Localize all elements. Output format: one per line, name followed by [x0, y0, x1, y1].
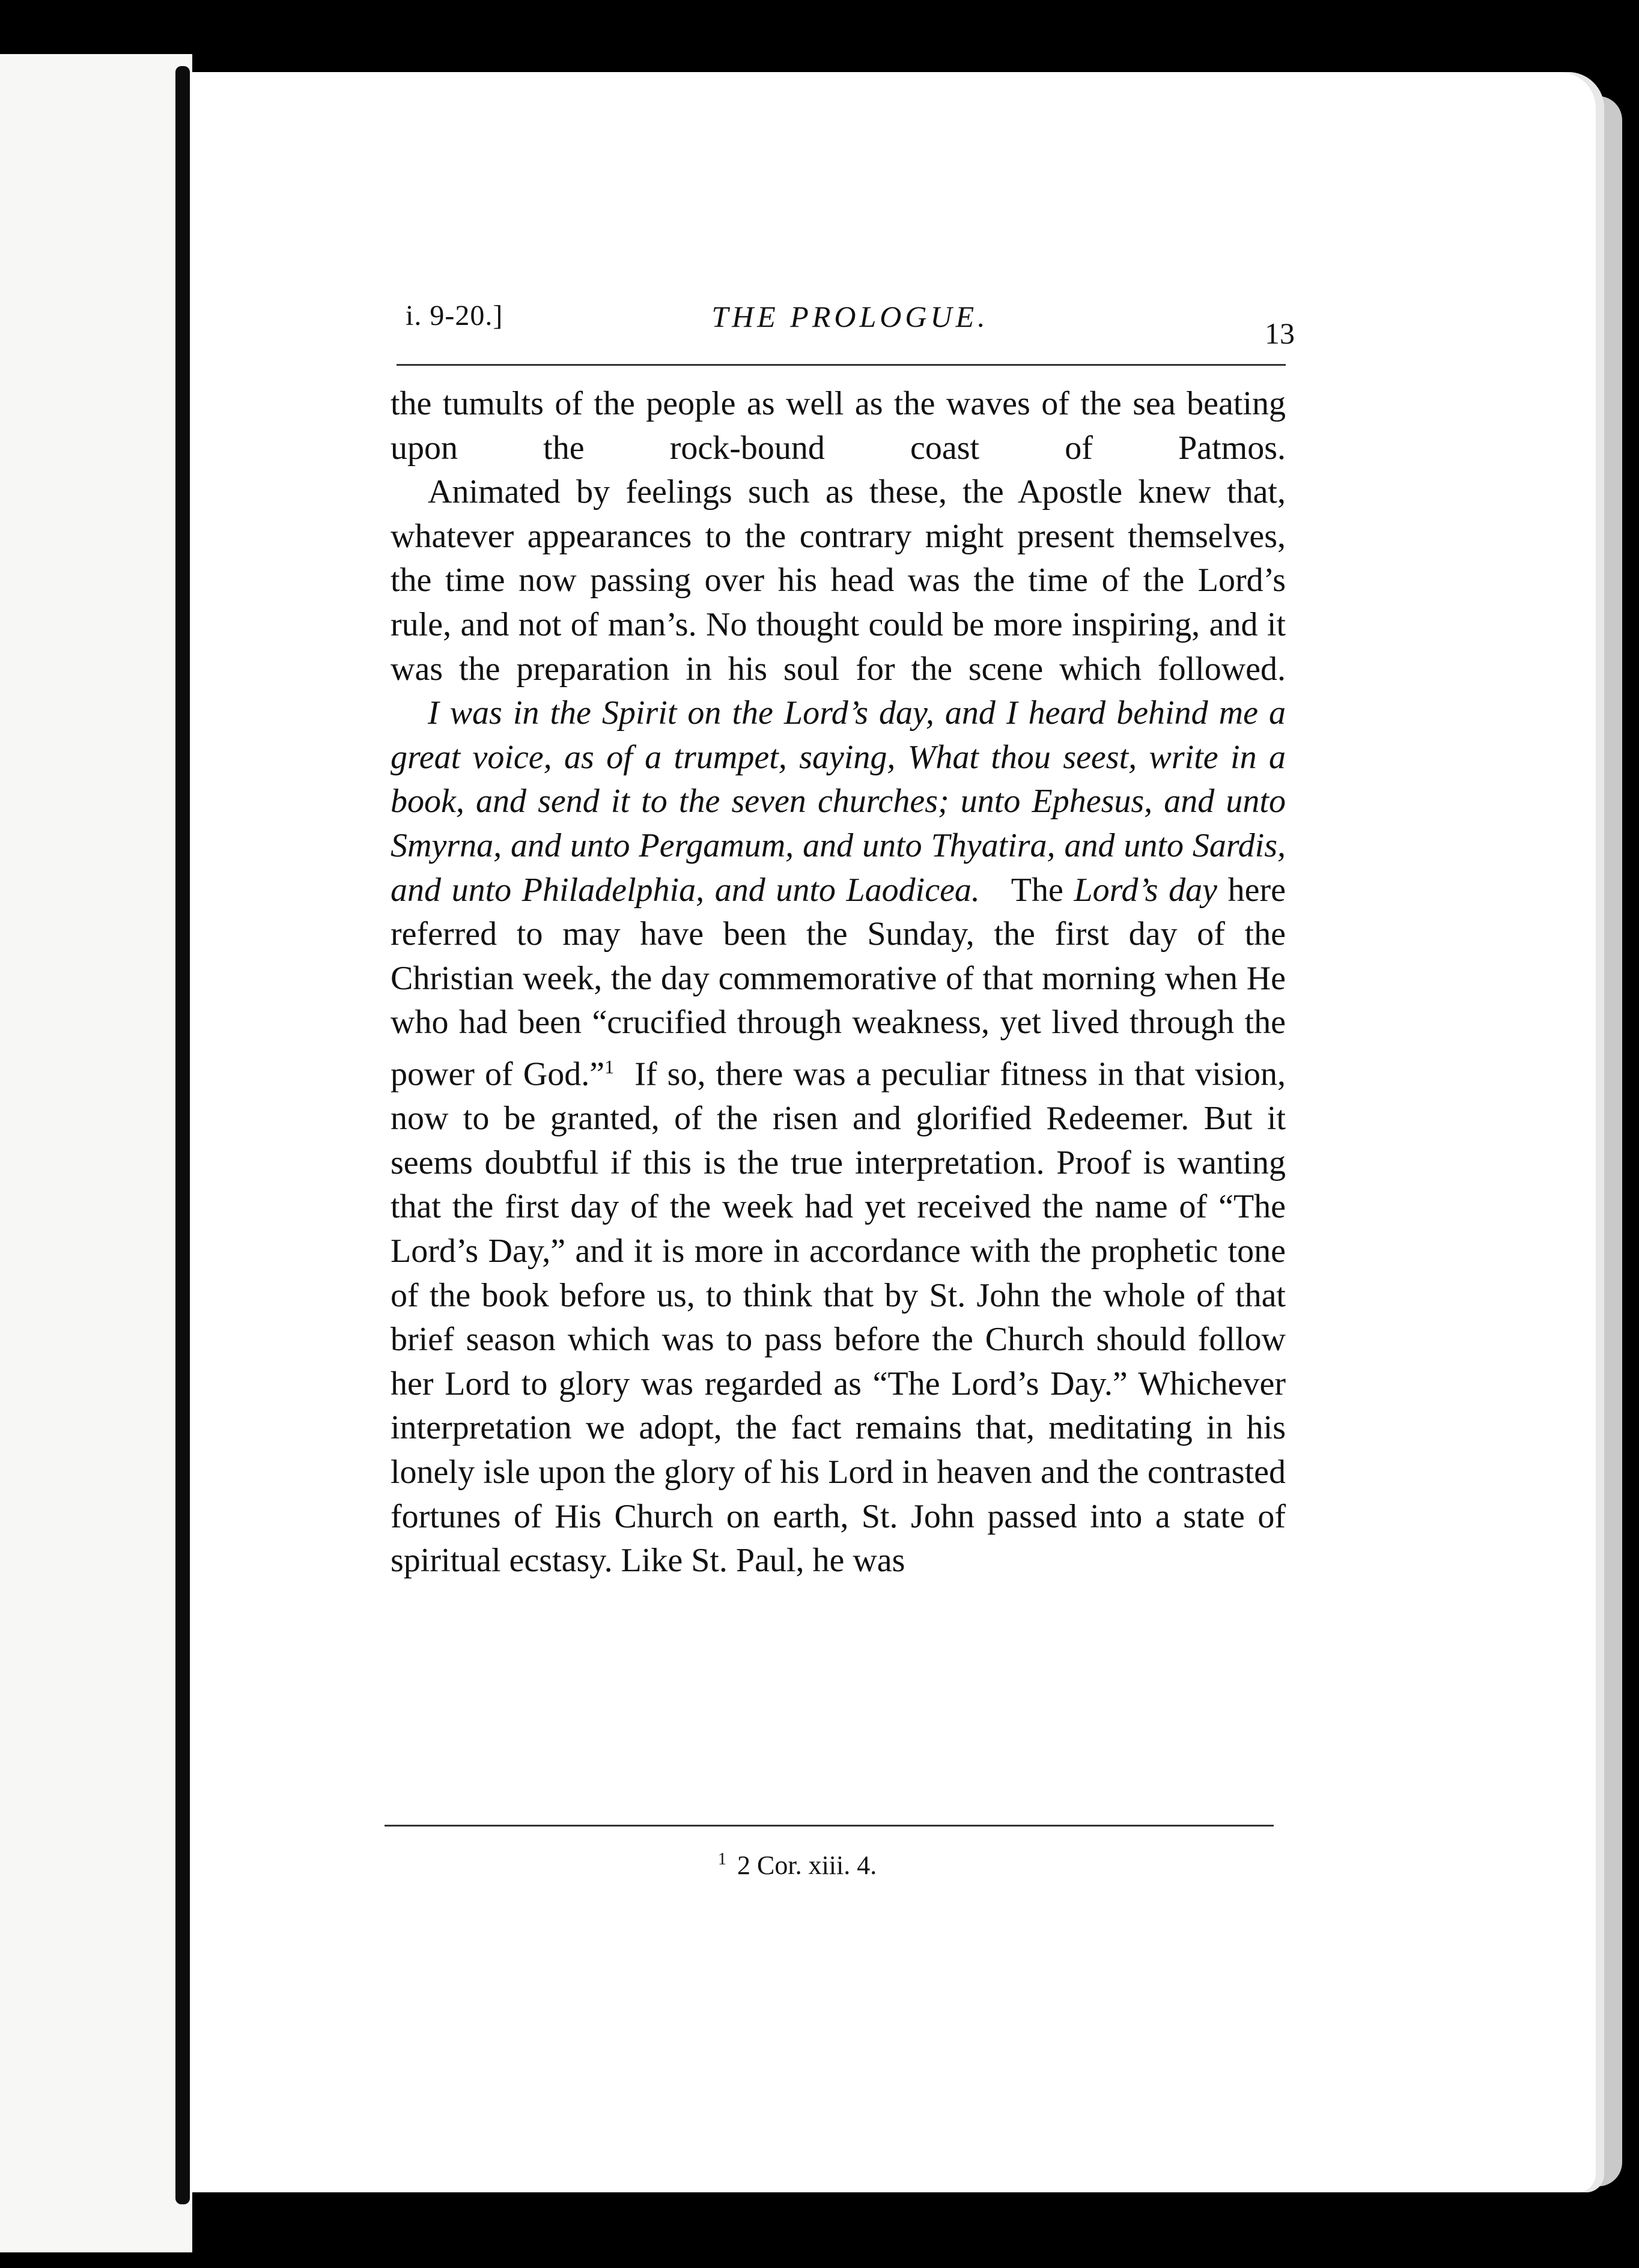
footnote-mark: 1 — [718, 1850, 726, 1869]
lords-day-term: Lord’s day — [1074, 871, 1218, 909]
footnote-rule — [385, 1825, 1274, 1827]
scripture-quote: I was in the Spirit on the Lord’s day, and I heard behind me a great voice, as of a trumpet, saying, What thou seest, write in a book, and send it to the seven churches; unto Ephesus, and unto Smyrna, and unto Pergamum, and unto Thyatira, and unto Sardis, and unto Philadelphia, and unto Laodicea. — [391, 694, 1286, 909]
body-text — [391, 382, 1286, 1583]
page-number: 13 — [1265, 317, 1295, 350]
paragraph-1: the tumults of the people as well as the waves of the sea beating upon the rock-bound coast of Patmos. — [391, 385, 1286, 467]
paragraph-3-text-b: here referred to may have been the Sunday, the first day of the Christian week, the day commemorative of that morning when He who had been “crucified through weakness, yet lived through the power of God.” — [391, 871, 1286, 1093]
footnote-reference: 1 — [604, 1055, 615, 1078]
footnote-text: 2 Cor. xiii. 4. — [737, 1851, 877, 1880]
paragraph-2: Animated by feelings such as these, the Apostle knew that, whatever appearances to the contrary might present themselves, the time now passing over his head was the time of the Lord’s rule, and not of man’s. No thought could be more inspiring, and it was the preparation in his soul for the scene which followed. — [391, 473, 1286, 688]
paragraph-3-text-c: If so, there was a peculiar fitness in that vision, now to be granted, of the risen and glorified Redeemer. But it seems doubtful if this is the true interpretation. Proof is wanting that the first day of the week had yet received the name of “The Lord’s Day,” and it is more in accordance with the prophetic tone of the book before us, to think that by St. John the whole of that brief season which was to pass before the Church should follow her Lord to glory was regarded as “The Lord’s Day.” Whichever interpretation we adopt, the fact remains that, meditating in his lonely isle upon the glory of his Lord in heaven and the contrasted fortunes of His Church on earth, St. John passed into a state of spiritual ecstasy. Like St. Paul, he was — [391, 1055, 1286, 1580]
paragraph-3-text-a: The — [1011, 871, 1063, 909]
running-head — [406, 299, 1295, 350]
facing-page-edge — [0, 54, 192, 2252]
header-rule — [397, 364, 1286, 366]
paragraph-3 — [391, 691, 1286, 1583]
section-title: THE PROLOGUE. — [711, 300, 989, 333]
chapter-reference: i. 9-20.] — [406, 300, 503, 332]
footnote — [718, 1850, 877, 1881]
book-gutter — [175, 66, 190, 2204]
